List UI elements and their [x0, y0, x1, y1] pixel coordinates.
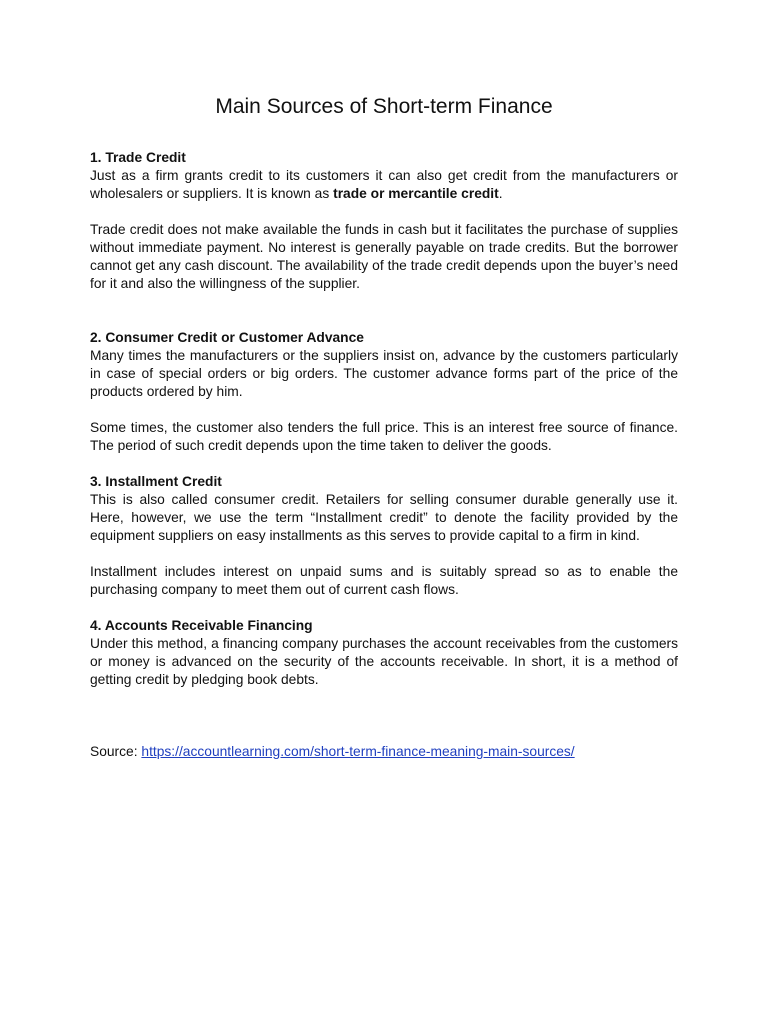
section-heading-consumer-credit: 2. Consumer Credit or Customer Advance — [90, 330, 364, 345]
paragraph: Many times the manufacturers or the suppliers insist on, advance by the customers particularly in case of special orders or big orders. The customer advance forms part of the price of the products ordered by him. — [90, 348, 678, 399]
source-line — [90, 743, 678, 761]
paragraph: This is also called consumer credit. Retailers for selling consumer durable generally use it. Here, however, we use the term “Installment credit” to denote the facility provided by the equipment suppliers on easy installments as this serves to provide capital to a firm in kind. — [90, 492, 678, 543]
document-page — [90, 0, 678, 1024]
paragraph: Trade credit does not make available the funds in cash but it facilitates the purchase of supplies without immediate payment. No interest is generally payable on trade credits. But the borrower cannot get any cash discount. The availability of the trade credit depends upon the buyer’s need for it and also the willingness of the supplier. — [90, 222, 678, 291]
source-label: Source: — [90, 744, 142, 759]
document-body — [90, 149, 678, 761]
paragraph-text: . — [498, 186, 503, 201]
page-title: Main Sources of Short-term Finance — [215, 95, 553, 118]
section-heading-trade-credit: 1. Trade Credit — [90, 150, 186, 165]
paragraph: Under this method, a financing company purchases the account receivables from the customers or money is advanced on the security of the accounts receivable. In short, it is a method of getting credit by pledging book debts. — [90, 636, 678, 687]
bold-term: trade or mercantile credit — [333, 186, 499, 201]
paragraph: Some times, the customer also tenders the full price. This is an interest free source of finance. The period of such credit depends upon the time taken to deliver the goods. — [90, 420, 678, 453]
paragraph-text: Just as a firm grants credit to its customers it can also get credit from the manufacturers or wholesalers or suppliers. It is known as — [90, 168, 678, 201]
section-heading-accounts-receivable: 4. Accounts Receivable Financing — [90, 618, 313, 633]
paragraph — [90, 167, 678, 203]
source-link[interactable]: https://accountlearning.com/short-term-finance-meaning-main-sources/ — [141, 744, 575, 759]
section-heading-installment-credit: 3. Installment Credit — [90, 474, 222, 489]
paragraph: Installment includes interest on unpaid sums and is suitably spread so as to enable the purchasing company to meet them out of current cash flows. — [90, 564, 678, 597]
